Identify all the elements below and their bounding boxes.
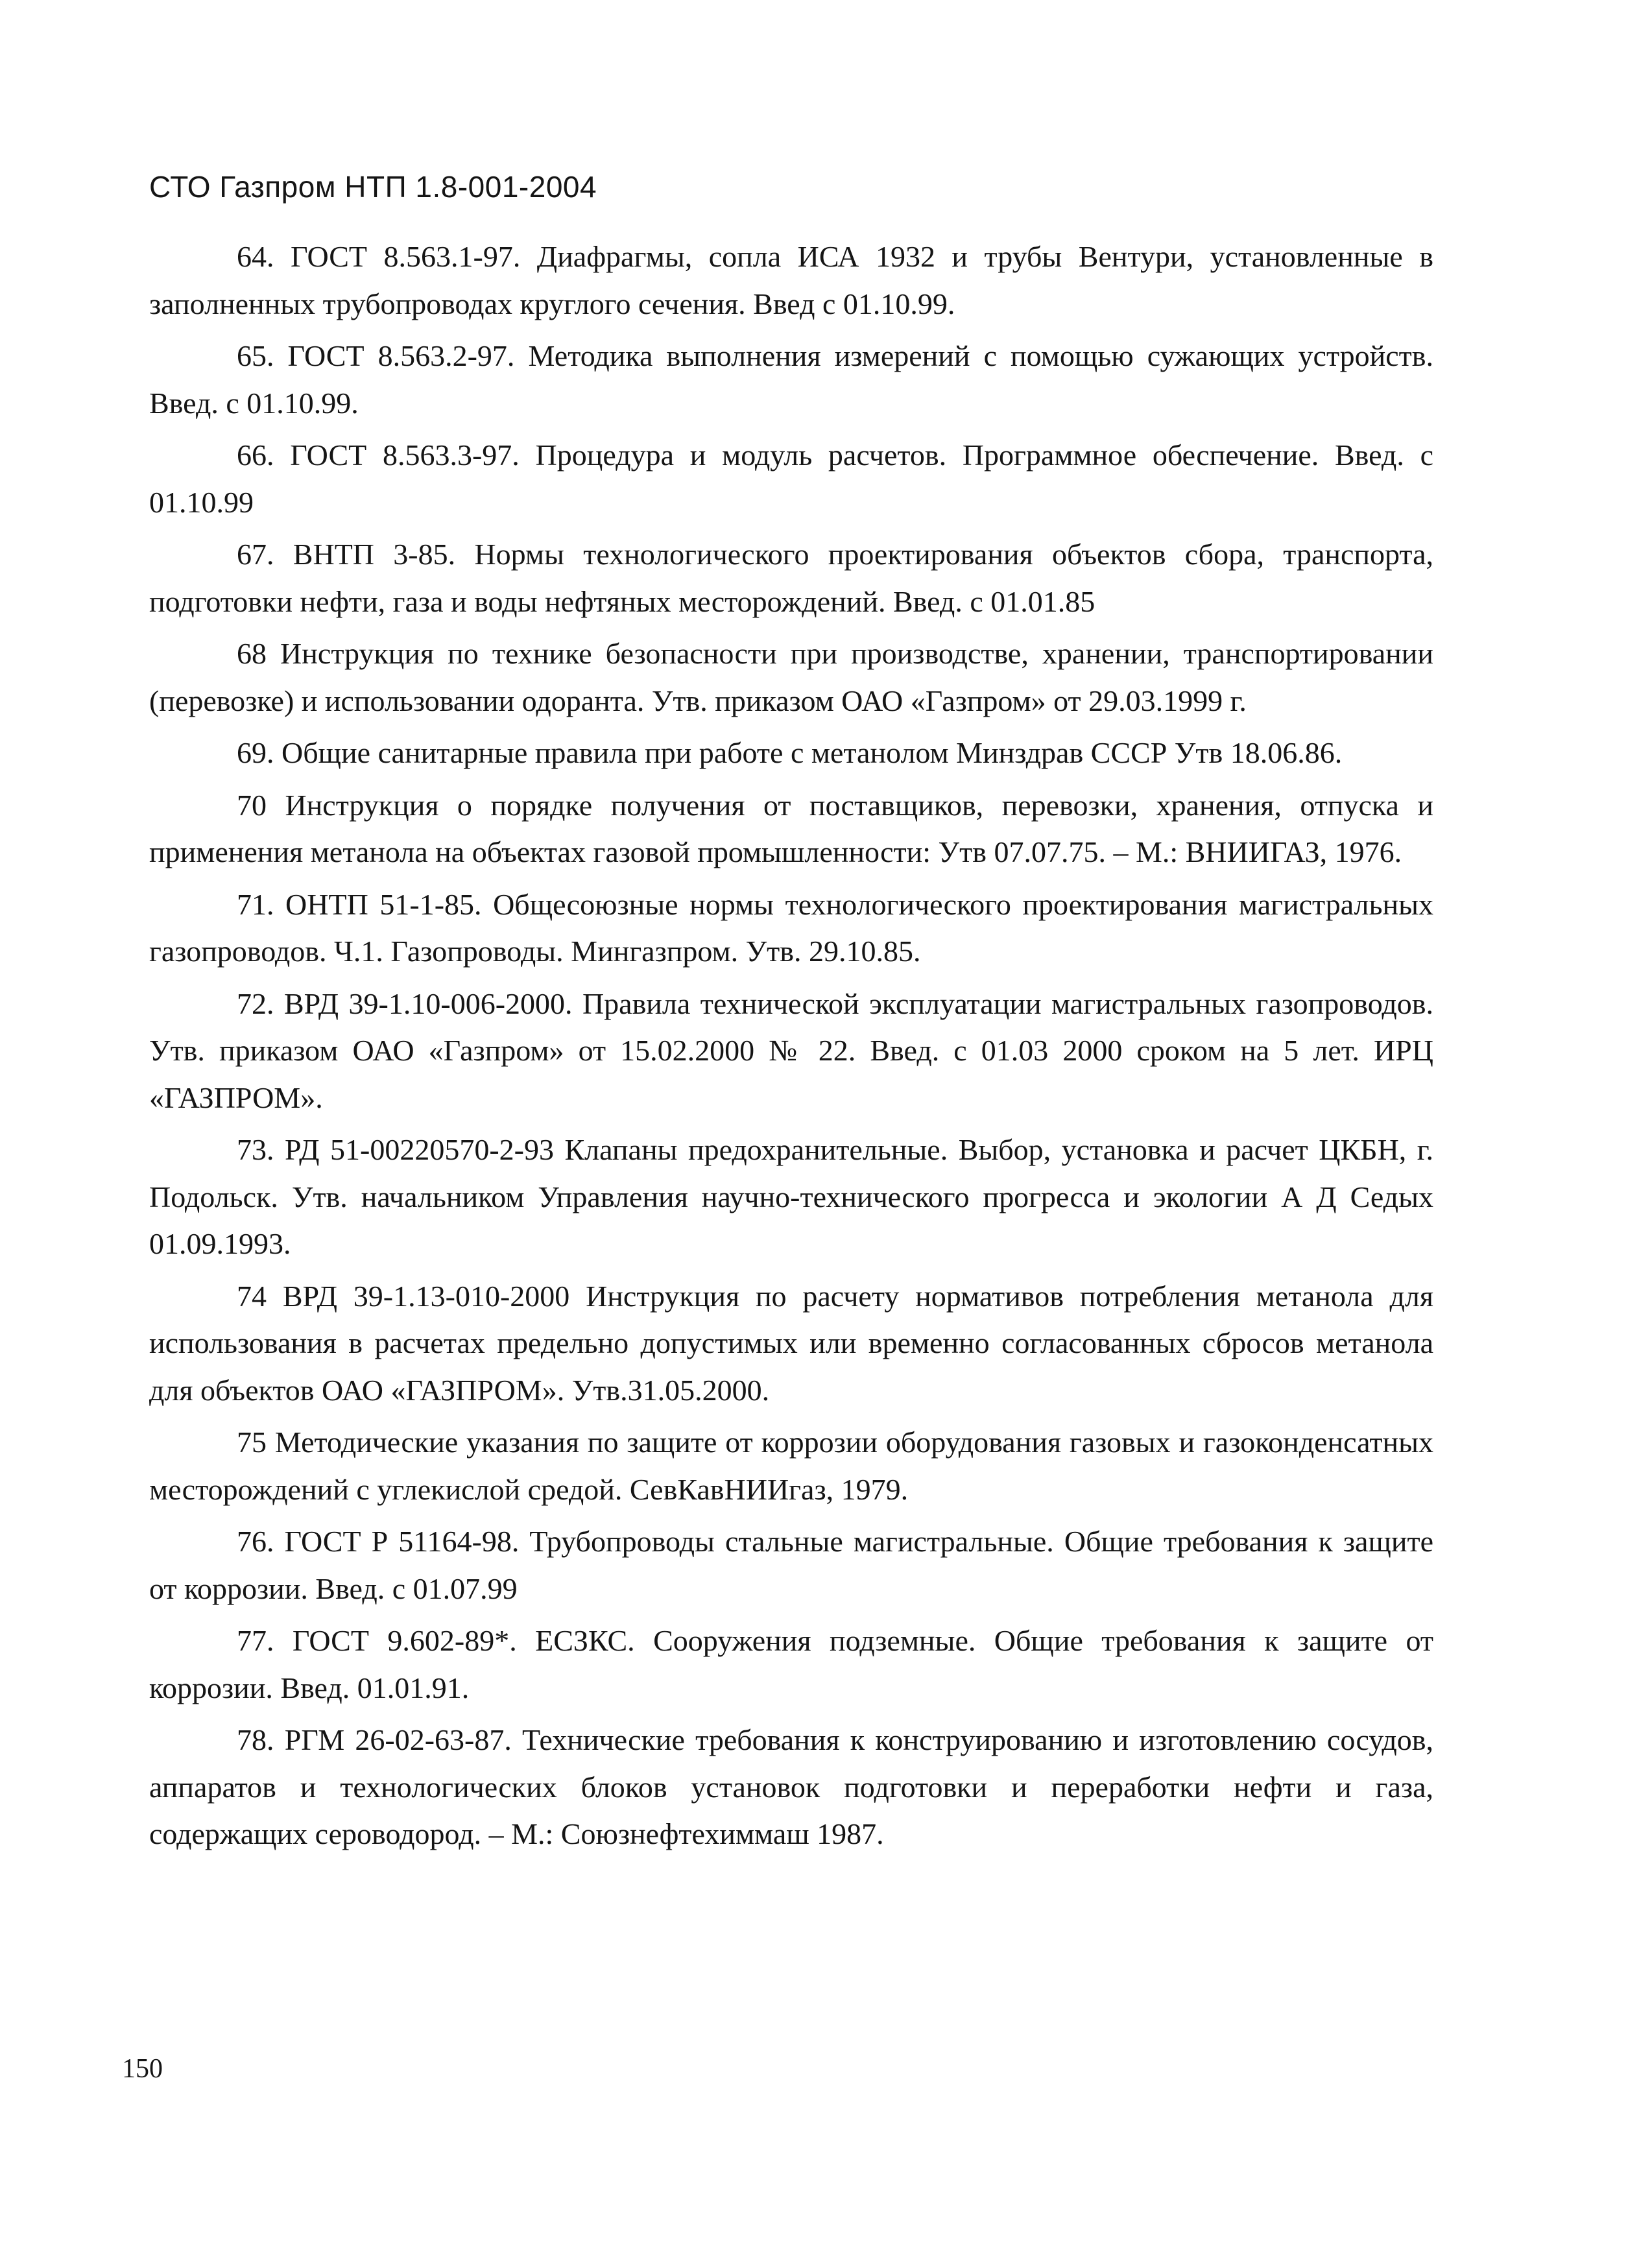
reference-item-76: 76. ГОСТ Р 51164-98. Трубопроводы стальные магистральные. Общие требования к защите от коррозии. Введ. с 01.07.99 — [149, 1525, 1433, 1605]
reference-item-69: 69. Общие санитарные правила при работе с метанолом Минздрав СССР Утв 18.06.86. — [237, 736, 1343, 769]
reference-list — [149, 233, 1433, 1863]
reference-item-72: 72. ВРД 39-1.10-006-2000. Правила технической эксплуатации магистральных газопроводов. Утв. приказом ОАО «Газпром» от 15.02.2000 № 22. Введ. с 01.03 2000 сроком на 5 лет. ИРЦ «ГАЗПРОМ». — [149, 986, 1433, 1114]
reference-item-71: 71. ОНТП 51-1-85. Общесоюзные нормы технологического проектирования магистральных газопроводов. Ч.1. Газопроводы. Мингазпром. Утв. 29.10.85. — [149, 887, 1433, 968]
reference-item-64: 64. ГОСТ 8.563.1-97. Диафрагмы, сопла ИСА 1932 и трубы Вентури, установленные в заполненных трубопроводах круглого сечения. Введ с 01.10.99. — [149, 240, 1433, 320]
reference-item-67: 67. ВНТП 3-85. Нормы технологического проектирования объектов сбора, транспорта, подготовки нефти, газа и воды нефтяных месторождений. Введ. с 01.01.85 — [149, 538, 1433, 618]
reference-item-74: 74 ВРД 39-1.13-010-2000 Инструкция по расчету нормативов потребления метанола для использования в расчетах предельно допустимых или временно согласованных сбросов метанола для объектов ОАО «ГАЗПРОМ». Утв.31.05.2000. — [149, 1279, 1433, 1407]
reference-item-65: 65. ГОСТ 8.563.2-97. Методика выполнения измерений с помощью сужающих устройств. Введ. с 01.10.99. — [149, 339, 1433, 420]
running-header: СТО Газпром НТП 1.8-001-2004 — [149, 170, 597, 204]
reference-item-66: 66. ГОСТ 8.563.3-97. Процедура и модуль расчетов. Программное обеспечение. Введ. с 01.10.99 — [149, 438, 1433, 519]
page-number: 150 — [122, 2054, 163, 2084]
reference-item-68: 68 Инструкция по технике безопасности при производстве, хранении, транспортировании (перевозке) и использовании одоранта. Утв. приказом ОАО «Газпром» от 29.03.1999 г. — [149, 637, 1433, 717]
reference-item-73: 73. РД 51-00220570-2-93 Клапаны предохранительные. Выбор, установка и расчет ЦКБН, г. Подольск. Утв. начальником Управления научно-технического прогресса и экологии А Д Седых 01.09.1993. — [149, 1133, 1433, 1260]
reference-item-70: 70 Инструкция о порядке получения от поставщиков, перевозки, хранения, отпуска и применения метанола на объектах газовой промышленности: Утв 07.07.75. – М.: ВНИИГАЗ, 1976. — [149, 788, 1433, 868]
reference-item-77: 77. ГОСТ 9.602-89*. ЕСЗКС. Сооружения подземные. Общие требования к защите от коррозии. Введ. 01.01.91. — [149, 1624, 1433, 1704]
reference-item-75: 75 Методические указания по защите от коррозии оборудования газовых и газоконденсатных месторождений с углекислой средой. СевКавНИИгаз, 1979. — [149, 1426, 1433, 1506]
reference-item-78: 78. РГМ 26-02-63-87. Технические требования к конструированию и изготовлению сосудов, аппаратов и технологических блоков установок подготовки и переработки нефти и газа, содержащих сероводород. – М.: Союзнефтехиммаш 1987. — [149, 1723, 1433, 1850]
